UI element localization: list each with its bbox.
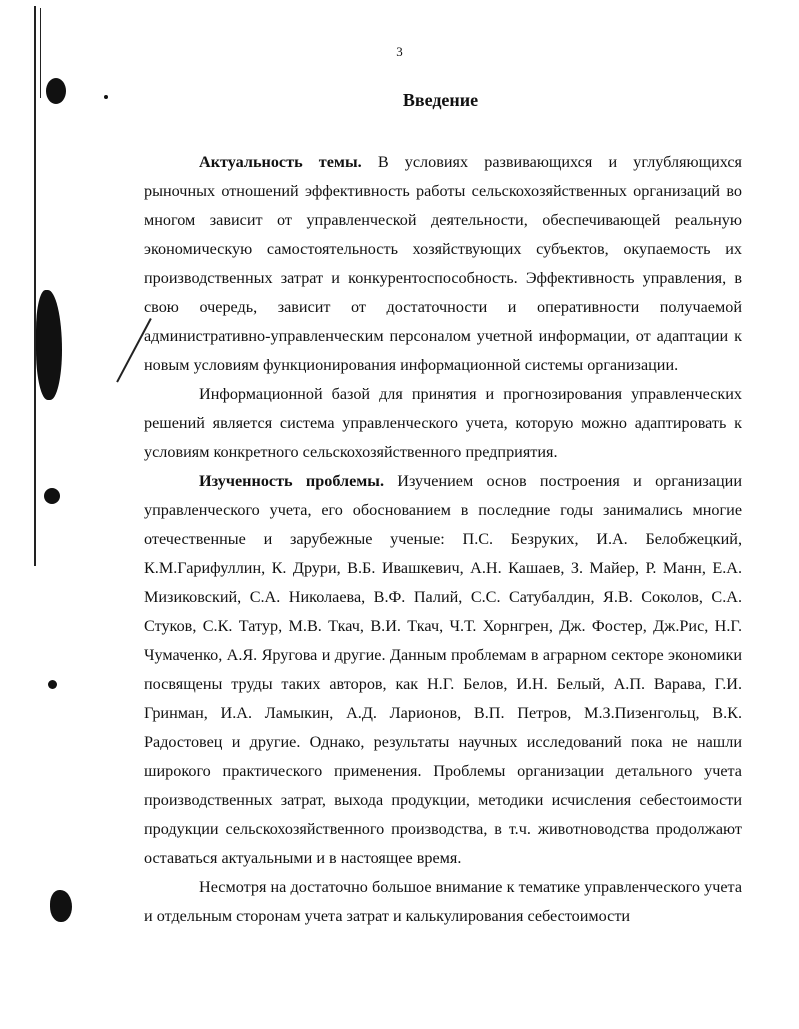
paragraph-lead: Актуальность темы.	[199, 153, 362, 171]
paragraph-research-state	[144, 467, 742, 873]
scan-blot	[48, 680, 57, 689]
body-text	[144, 148, 742, 931]
paragraph-continuation	[144, 873, 742, 931]
paragraph-text: Информационной базой для принятия и прогнозирования управленческих решений является система управленческого учета, которую можно адаптировать к условиям конкретного сельскохозяйственного предприятия.	[144, 385, 742, 461]
paragraph-text: Изучением основ построения и организации управленческого учета, его обоснованием в последние годы занимались многие отечественные и зарубежные ученые: П.С. Безруких, И.А. Белобжецкий, К.М.Гарифуллин, К. Друри, В.Б. Ивашкевич, А.Н. Кашаев, З. Майер, Р. Манн, Е.А. Мизиковский, С.А. Николаева, В.Ф. Палий, С.С. Сатубалдин, Я.В. Соколов, С.А. Стуков, С.К. Татур, М.В. Ткач, В.И. Ткач, Ч.Т. Хорнгрен, Дж. Фостер, Дж.Рис, Н.Г. Чумаченко, А.Я. Яругова и другие. Данным проблемам в аграрном секторе экономики посвящены труды таких авторов, как Н.Г. Белов, И.Н. Белый, А.П. Варава, Г.И. Гринман, И.А. Ламыкин, А.Д. Ларионов, В.П. Петров, М.З.Пизенгольц, В.К. Радостовец и другие. Однако, результаты научных исследований пока не нашли широкого практического применения. Проблемы организации детального учета производственных затрат, выхода продукции, методики исчисления себестоимости продукции сельскохозяйственного производства, в т.ч. животноводства продолжают оставаться актуальными и в настоящее время.	[144, 472, 742, 867]
paragraph-text: Несмотря на достаточно большое внимание к тематике управленческого учета и отдельным сторонам учета затрат и калькулирования себестоимости	[144, 878, 742, 925]
scan-blot	[36, 290, 62, 400]
page-number: 3	[396, 44, 403, 59]
scan-blot	[44, 488, 60, 504]
page-title: Введение	[402, 90, 479, 110]
paragraph-text: В условиях развивающихся и углубляющихся рыночных отношений эффективность работы сельскохозяйственных организаций во многом зависит от управленческой деятельности, обеспечивающей реальную экономическую самостоятельность хозяйствующих субъектов, окупаемость их производственных затрат и конкурентоспособность. Эффективность управления, в свою очередь, зависит от достаточности и оперативности получаемой административно-управленческим персоналом учетной информации, от адаптации к новым условиям функционирования информационной системы организации.	[144, 153, 743, 374]
paragraph-information-base	[144, 380, 742, 467]
paragraph-lead: Изученность проблемы.	[199, 472, 384, 490]
scan-blot	[50, 890, 72, 922]
paragraph-relevance	[144, 148, 742, 380]
